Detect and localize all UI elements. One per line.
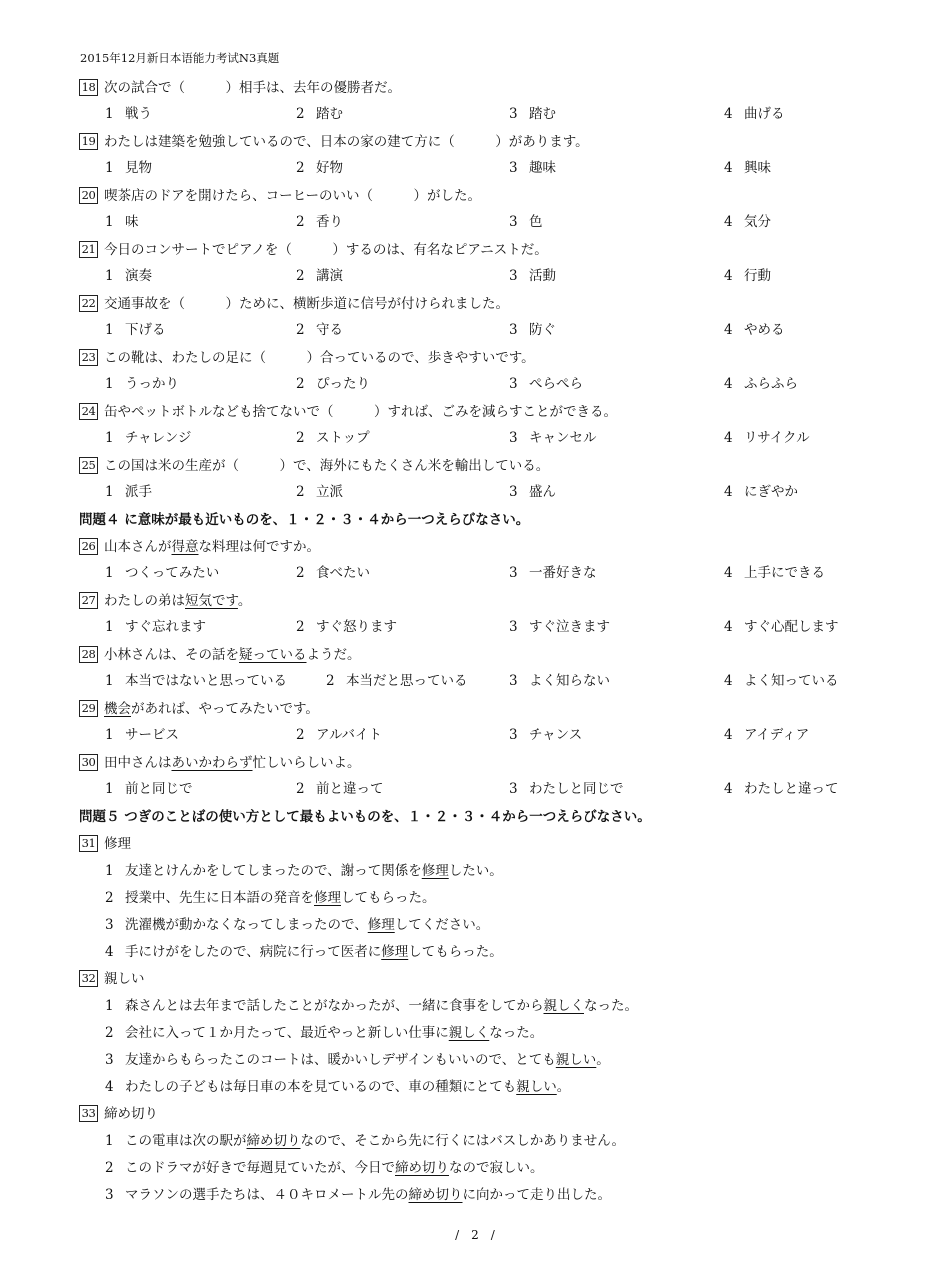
usage-option-2: 2 会社に入って１か月たって、最近やっと新しい仕事に親しくなった。 xyxy=(105,1025,544,1041)
choice-2: 2 守る xyxy=(296,322,343,338)
choice-1: 1 味 xyxy=(105,214,139,230)
underlined-word: 締め切り xyxy=(395,1160,449,1176)
choice-2: 2 ぴったり xyxy=(296,376,370,392)
question-number: 26 xyxy=(79,538,98,555)
choice-2: 2 本当だと思っている xyxy=(326,673,468,689)
underlined-word: 締め切り xyxy=(246,1133,301,1149)
choice-4: 4 行動 xyxy=(724,268,771,284)
underlined-word: 修理 xyxy=(421,863,449,879)
question-word: 親しい xyxy=(104,971,145,987)
choice-2: 2 すぐ怒ります xyxy=(296,619,397,635)
question-32 xyxy=(79,967,879,994)
question-text: 交通事故を（ ）ために、横断歩道に信号が付けられました。 xyxy=(104,296,509,312)
choice-3: 3 踏む xyxy=(509,106,556,122)
choice-2: 2 食べたい xyxy=(296,565,370,581)
choice-4: 4 すぐ心配します xyxy=(724,619,839,635)
section-4-title: 問題４ に意味が最も近いものを、１・２・３・４から一つえらびなさい。 xyxy=(79,512,530,528)
choice-3: 3 キャンセル xyxy=(509,430,597,446)
question-23 xyxy=(79,346,879,373)
question-24 xyxy=(79,400,879,427)
usage-option-1: 1 友達とけんかをしてしまったので、謝って関係を修理したい。 xyxy=(105,863,503,879)
choices-23 xyxy=(79,373,879,400)
choice-3: 3 盛ん xyxy=(509,484,556,500)
question-number: 24 xyxy=(79,403,98,420)
choice-2: 2 講演 xyxy=(296,268,343,284)
question-number: 21 xyxy=(79,241,98,258)
choices-29 xyxy=(79,724,879,751)
question-text-pre: 田中さんは xyxy=(104,755,172,771)
choices-21 xyxy=(79,265,879,292)
underlined-word: 親しく xyxy=(543,998,584,1014)
question-text: 今日のコンサートでピアノを（ ）するのは、有名なピアニストだ。 xyxy=(104,242,548,258)
choice-1: 1 下げる xyxy=(105,322,166,338)
choice-3: 3 一番好きな xyxy=(509,565,597,581)
choice-1: 1 サービス xyxy=(105,727,179,743)
question-number: 30 xyxy=(79,754,98,771)
usage-option-3: 3 洗濯機が動かなくなってしまったので、修理してください。 xyxy=(105,917,490,933)
underlined-word: 締め切り xyxy=(408,1187,463,1203)
question-text-post: 忙しいらしいよ。 xyxy=(252,755,361,771)
choice-1: 1 派手 xyxy=(105,484,152,500)
usage-option-4: 4 手にけがをしたので、病院に行って医者に修理してもらった。 xyxy=(105,944,503,960)
question-text-pre: 小林さんは、その話を xyxy=(104,647,239,663)
underlined-word: 親しい xyxy=(516,1079,557,1095)
choice-3: 3 活動 xyxy=(509,268,556,284)
underlined-word: 修理 xyxy=(381,944,409,960)
usage-option-1: 1 この電車は次の駅が締め切りなので、そこから先に行くにはバスしかありません。 xyxy=(105,1133,626,1149)
question-18 xyxy=(79,76,879,103)
question-31 xyxy=(79,832,879,859)
question-text-post: があれば、やってみたいです。 xyxy=(131,701,319,717)
choice-2: 2 前と違って xyxy=(296,781,384,797)
question-text: 缶やペットボトルなども捨てないで（ ）すれば、ごみを減らすことができる。 xyxy=(104,404,617,420)
question-text: この国は米の生産が（ ）で、海外にもたくさん米を輸出している。 xyxy=(104,458,550,474)
question-text-post: な料理は何ですか。 xyxy=(198,539,320,555)
choices-25 xyxy=(79,481,879,508)
choice-1: 1 前と同じで xyxy=(105,781,193,797)
choice-4: 4 リサイクル xyxy=(724,430,810,446)
choice-2: 2 踏む xyxy=(296,106,343,122)
choice-1: 1 うっかり xyxy=(105,376,179,392)
question-text: 次の試合で（ ）相手は、去年の優勝者だ。 xyxy=(104,80,401,96)
usage-option-2: 2 このドラマが好きで毎週見ていたが、今日で締め切りなので寂しい。 xyxy=(105,1160,544,1176)
choices-24 xyxy=(79,427,879,454)
choice-3: 3 よく知らない xyxy=(509,673,610,689)
page-header: 2015年12月新日本语能力考试N3真题 xyxy=(80,51,280,65)
question-text-post: ようだ。 xyxy=(306,647,361,663)
question-number: 19 xyxy=(79,133,98,150)
choice-1: 1 つくってみたい xyxy=(105,565,220,581)
question-number: 25 xyxy=(79,457,98,474)
choices-30 xyxy=(79,778,879,805)
choice-2: 2 香り xyxy=(296,214,343,230)
choice-3: 3 すぐ泣きます xyxy=(509,619,610,635)
question-22 xyxy=(79,292,879,319)
choice-4: 4 わたしと違って xyxy=(724,781,839,797)
underlined-word: 疑っている xyxy=(239,647,307,663)
usage-option-2: 2 授業中、先生に日本語の発音を修理してもらった。 xyxy=(105,890,436,906)
underlined-word: あいかわらず xyxy=(171,755,253,771)
choice-4: 4 気分 xyxy=(724,214,771,230)
underlined-word: 修理 xyxy=(367,917,395,933)
question-19 xyxy=(79,130,879,157)
question-text: わたしは建築を勉強しているので、日本の家の建て方に（ ）があります。 xyxy=(104,134,589,150)
usage-option-4: 4 わたしの子どもは毎日車の本を見ているので、車の種類にとても親しい。 xyxy=(105,1079,571,1095)
underlined-word: 親しく xyxy=(448,1025,490,1041)
choice-3: 3 防ぐ xyxy=(509,322,556,338)
question-text: この靴は、わたしの足に（ ）合っているので、歩きやすいです。 xyxy=(104,350,535,366)
underlined-word: 機会 xyxy=(104,701,131,717)
underlined-word: 修理 xyxy=(314,890,341,906)
question-28 xyxy=(79,643,879,670)
choice-1: 1 演奏 xyxy=(105,268,152,284)
question-text-pre: わたしの弟は xyxy=(104,593,185,609)
question-26 xyxy=(79,535,879,562)
question-20 xyxy=(79,184,879,211)
question-33 xyxy=(79,1102,879,1129)
choice-4: 4 上手にできる xyxy=(724,565,825,581)
underlined-word: 親しい xyxy=(555,1052,597,1068)
question-27 xyxy=(79,589,879,616)
choice-3: 3 色 xyxy=(509,214,543,230)
question-content xyxy=(79,76,879,1210)
question-25 xyxy=(79,454,879,481)
question-number: 27 xyxy=(79,592,98,609)
choices-22 xyxy=(79,319,879,346)
question-number: 18 xyxy=(79,79,98,96)
question-number: 32 xyxy=(79,970,98,987)
question-text: 喫茶店のドアを開けたら、コーヒーのいい（ ）がした。 xyxy=(104,188,482,204)
question-text-post: 。 xyxy=(237,593,252,609)
question-29 xyxy=(79,697,879,724)
choices-27 xyxy=(79,616,879,643)
page-number: / 2 / xyxy=(455,1228,495,1242)
choice-4: 4 アイディア xyxy=(724,727,810,743)
choice-4: 4 やめる xyxy=(724,322,785,338)
choice-3: 3 ぺらぺら xyxy=(509,376,583,392)
choice-4: 4 にぎやか xyxy=(724,484,798,500)
question-number: 23 xyxy=(79,349,98,366)
choices-18 xyxy=(79,103,879,130)
choice-3: 3 趣味 xyxy=(509,160,556,176)
question-number: 28 xyxy=(79,646,98,663)
question-text-pre: 山本さんが xyxy=(104,539,172,555)
section-5-title: 問題５ つぎのことばの使い方として最もよいものを、１・２・３・４から一つえらびなさい。 xyxy=(79,809,651,825)
usage-option-3: 3 マラソンの選手たちは、４０キロメートル先の締め切りに向かって走り出した。 xyxy=(105,1187,611,1203)
choice-2: 2 ストップ xyxy=(296,430,370,446)
choices-26 xyxy=(79,562,879,589)
question-number: 29 xyxy=(79,700,98,717)
choice-4: 4 曲げる xyxy=(724,106,785,122)
choice-4: 4 ふらふら xyxy=(724,376,798,392)
choice-3: 3 わたしと同じで xyxy=(509,781,624,797)
question-number: 33 xyxy=(79,1105,98,1122)
choice-4: 4 よく知っている xyxy=(724,673,839,689)
choice-3: 3 チャンス xyxy=(509,727,583,743)
usage-option-1: 1 森さんとは去年まで話したことがなかったが、一緒に食事をしてから親しくなった。 xyxy=(105,998,638,1014)
question-30 xyxy=(79,751,879,778)
question-21 xyxy=(79,238,879,265)
question-word: 修理 xyxy=(104,836,131,852)
choice-1: 1 チャレンジ xyxy=(105,430,192,446)
question-number: 20 xyxy=(79,187,98,204)
choice-1: 1 すぐ忘れます xyxy=(105,619,206,635)
choice-1: 1 見物 xyxy=(105,160,152,176)
choice-1: 1 本当ではないと思っている xyxy=(105,673,287,689)
question-number: 31 xyxy=(79,835,98,852)
choice-2: 2 アルバイト xyxy=(296,727,383,743)
choices-19 xyxy=(79,157,879,184)
question-word: 締め切り xyxy=(104,1106,158,1122)
question-number: 22 xyxy=(79,295,98,312)
choice-2: 2 好物 xyxy=(296,160,343,176)
choices-28 xyxy=(79,670,879,697)
choice-1: 1 戦う xyxy=(105,106,152,122)
underlined-word: 短気です xyxy=(185,593,238,609)
choices-20 xyxy=(79,211,879,238)
choice-2: 2 立派 xyxy=(296,484,343,500)
usage-option-3: 3 友達からもらったこのコートは、暖かいしデザインもいいので、とても親しい。 xyxy=(105,1052,610,1068)
underlined-word: 得意 xyxy=(171,539,199,555)
choice-4: 4 興味 xyxy=(724,160,771,176)
